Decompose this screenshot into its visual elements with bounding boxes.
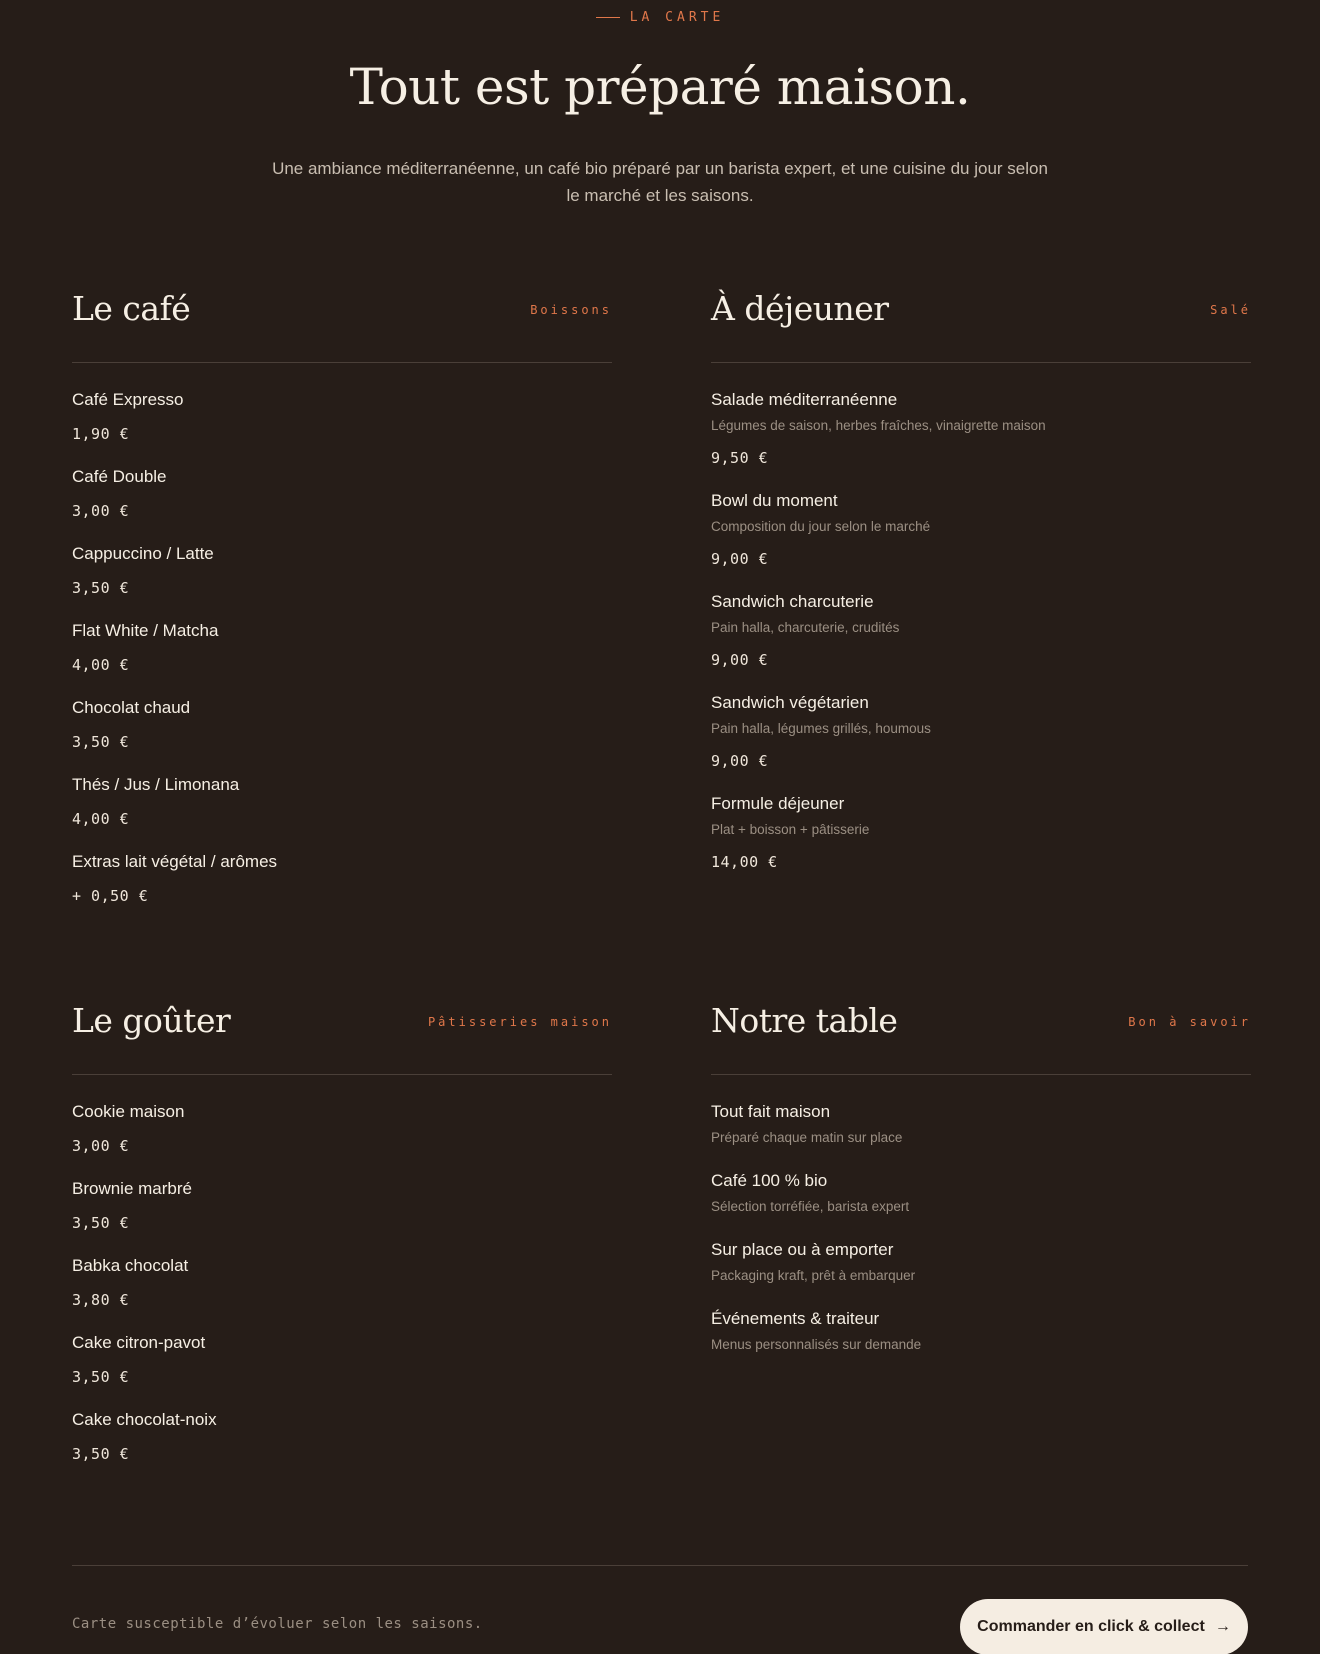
menu-section-cafe [72,289,612,928]
section-header [72,1001,612,1075]
item-description: Préparé chaque matin sur place [711,1130,903,1145]
item-price: 4,00 € [72,656,130,674]
menu-item [72,1101,612,1156]
item-name: Tout fait maison [711,1102,831,1121]
item-name: Formule déjeuner [711,794,845,813]
menu-item [711,490,1251,569]
item-price: 1,90 € [72,425,130,443]
item-description: Pain halla, charcuterie, crudités [711,620,900,635]
item-description: Pain halla, légumes grillés, houmous [711,721,931,736]
menu-item [72,620,612,675]
eyebrow-rule [596,17,620,18]
section-header [72,289,612,363]
item-description: Plat + boisson + pâtisserie [711,822,870,837]
menu-item [711,793,1251,872]
menu-list [711,363,1251,872]
menu-item [72,466,612,521]
info-section-notre-table [711,1001,1251,1377]
cta-label: Commander en click & collect [977,1618,1205,1635]
menu-item [711,591,1251,670]
item-name: Cookie maison [72,1102,185,1121]
item-price: 3,50 € [72,1445,130,1463]
section-tag: Bon à savoir [1128,1015,1251,1029]
menu-item [711,692,1251,771]
section-title: Notre table [711,1001,898,1040]
menu-list [72,363,612,906]
item-description: Composition du jour selon le marché [711,519,931,534]
eyebrow-label: LA CARTE [629,10,725,25]
menu-item [72,389,612,444]
item-name: Café Expresso [72,390,184,409]
item-name: Salade méditerranéenne [711,390,898,409]
menu-item [72,851,612,906]
item-name: Café 100 % bio [711,1171,828,1190]
menu-list [72,1075,612,1464]
item-price: 3,80 € [72,1291,130,1309]
item-description: Sélection torréfiée, barista expert [711,1199,910,1214]
section-title: À déjeuner [711,289,889,328]
info-item [711,1101,1251,1147]
menu-item [72,1409,612,1464]
item-name: Brownie marbré [72,1179,192,1198]
item-name: Cake chocolat-noix [72,1410,217,1429]
section-title: Le café [72,289,191,328]
section-eyebrow [0,10,1320,25]
item-name: Sandwich charcuterie [711,592,874,611]
item-price: 3,50 € [72,579,130,597]
item-price: 9,00 € [711,550,769,568]
menu-section-dejeuner [711,289,1251,894]
item-price: 3,50 € [72,1214,130,1232]
item-price: 3,00 € [72,1137,130,1155]
item-name: Extras lait végétal / arômes [72,852,278,871]
item-price: 3,00 € [72,502,130,520]
section-tag: Salé [1210,303,1251,317]
arrow-right-icon: → [1214,1618,1231,1635]
section-tag: Pâtisseries maison [427,1015,612,1029]
item-price: 14,00 € [711,853,778,871]
menu-item [72,774,612,829]
item-description: Légumes de saison, herbes fraîches, vinaigrette maison [711,418,1046,433]
item-name: Babka chocolat [72,1256,189,1275]
item-name: Sandwich végétarien [711,693,869,712]
item-price: 9,00 € [711,752,769,770]
menu-item [72,1178,612,1233]
info-list [711,1075,1251,1354]
page-title: Tout est préparé maison. [349,58,971,116]
item-name: Chocolat chaud [72,698,191,717]
menu-item [72,1255,612,1310]
click-and-collect-button[interactable] [960,1599,1248,1654]
item-name: Bowl du moment [711,491,838,510]
menu-item [72,1332,612,1387]
item-description: Packaging kraft, prêt à embarquer [711,1268,916,1283]
page-intro: Une ambiance méditerranéenne, un café bio préparé par un barista expert, et une cuisine du jour selon le marché et les saisons. [272,159,1048,205]
menu-item [72,697,612,752]
footer-note: Carte susceptible d’évoluer selon les saisons. [72,1616,483,1632]
item-name: Cappuccino / Latte [72,544,214,563]
section-header [711,289,1251,363]
menu-item [711,389,1251,468]
item-price: 3,50 € [72,1368,130,1386]
section-header [711,1001,1251,1075]
menu-item [72,543,612,598]
item-price: 9,50 € [711,449,769,467]
menu-section-gouter [72,1001,612,1486]
item-name: Événements & traiteur [711,1309,880,1328]
info-item [711,1239,1251,1285]
footer-divider [72,1565,1248,1566]
info-item [711,1170,1251,1216]
item-name: Thés / Jus / Limonana [72,775,240,794]
item-name: Flat White / Matcha [72,621,219,640]
item-name: Cake citron-pavot [72,1333,206,1352]
item-price: 9,00 € [711,651,769,669]
item-price: + 0,50 € [72,887,149,905]
item-name: Sur place ou à emporter [711,1240,894,1259]
section-tag: Boissons [530,303,612,317]
item-price: 4,00 € [72,810,130,828]
item-name: Café Double [72,467,167,486]
item-description: Menus personnalisés sur demande [711,1337,922,1352]
item-price: 3,50 € [72,733,130,751]
info-item [711,1308,1251,1354]
section-title: Le goûter [72,1001,231,1040]
